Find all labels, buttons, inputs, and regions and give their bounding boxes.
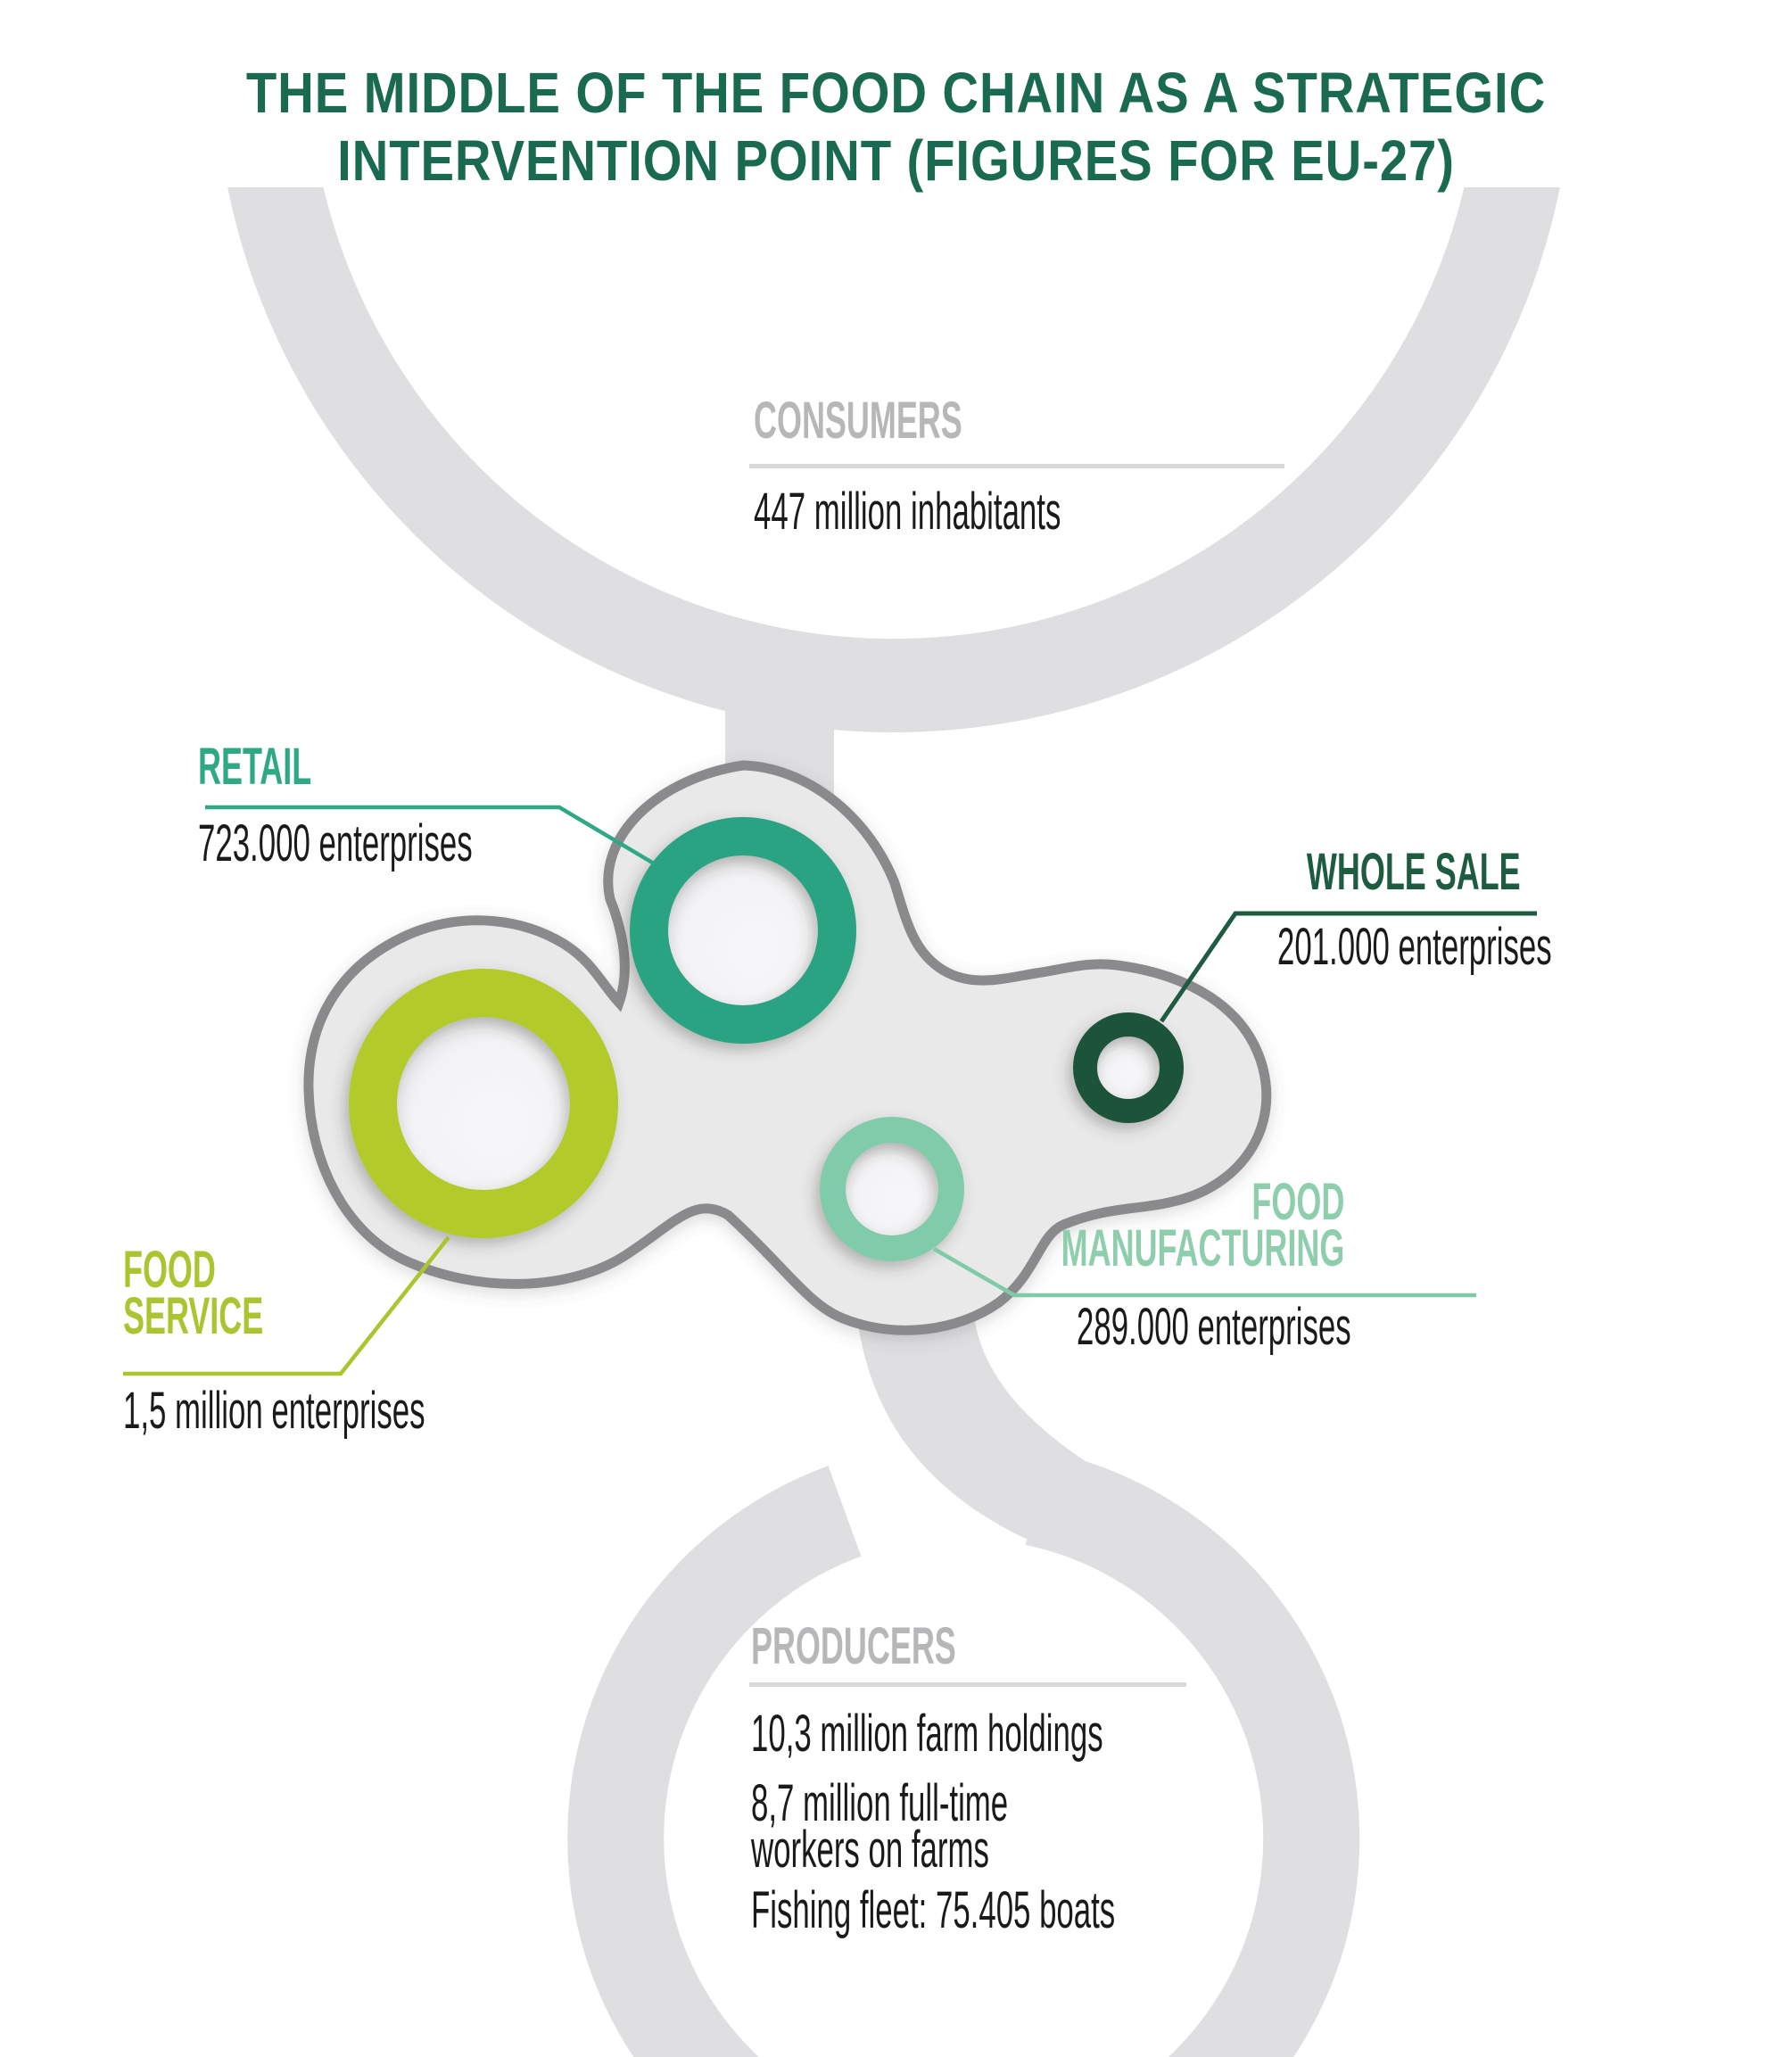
- producers-value-fishing-fleet: Fishing fleet: 75.405 boats: [751, 1881, 1116, 1939]
- page-title-line2: INTERVENTION POINT (FIGURES FOR EU-27): [337, 128, 1455, 193]
- food-manufacturing-ring-center: [846, 1143, 938, 1235]
- food-service-label-line2: SERVICE: [123, 1287, 264, 1345]
- wholesale-label: WHOLE SALE: [1307, 843, 1521, 901]
- producers-value-workers: [751, 1774, 1009, 1879]
- producers-value-workers-line1: 8,7 million full-time: [751, 1774, 1009, 1832]
- page-title: [108, 59, 1685, 194]
- food-manufacturing-label-line1: FOOD: [1251, 1173, 1344, 1231]
- food-service-ring-center: [397, 1017, 570, 1190]
- consumers-label: CONSUMERS: [754, 392, 962, 450]
- wholesale-value: 201.000 enterprises: [1277, 918, 1552, 976]
- wholesale-ring-center: [1097, 1037, 1160, 1099]
- food-service-label-line1: FOOD: [123, 1241, 216, 1299]
- producers-divider: [749, 1682, 1186, 1687]
- retail-label: RETAIL: [198, 738, 312, 796]
- consumers-value: 447 million inhabitants: [754, 483, 1061, 541]
- producers-label: PRODUCERS: [751, 1617, 956, 1675]
- retail-value: 723.000 enterprises: [198, 814, 473, 872]
- food-manufacturing-label-line2: MANUFACTURING: [1061, 1219, 1344, 1277]
- consumers-divider: [749, 464, 1284, 468]
- food-service-label: [123, 1241, 264, 1345]
- producers-value-workers-line2: workers on farms: [751, 1821, 989, 1879]
- retail-ring-center: [668, 855, 818, 1005]
- food-service-value: 1,5 million enterprises: [123, 1382, 425, 1440]
- food-manufacturing-label: [1061, 1173, 1344, 1277]
- producers-value-farm-holdings: 10,3 million farm holdings: [751, 1705, 1103, 1763]
- page-title-line1: THE MIDDLE OF THE FOOD CHAIN AS A STRATEGIC: [245, 61, 1547, 125]
- food-manufacturing-value: 289.000 enterprises: [1077, 1298, 1351, 1356]
